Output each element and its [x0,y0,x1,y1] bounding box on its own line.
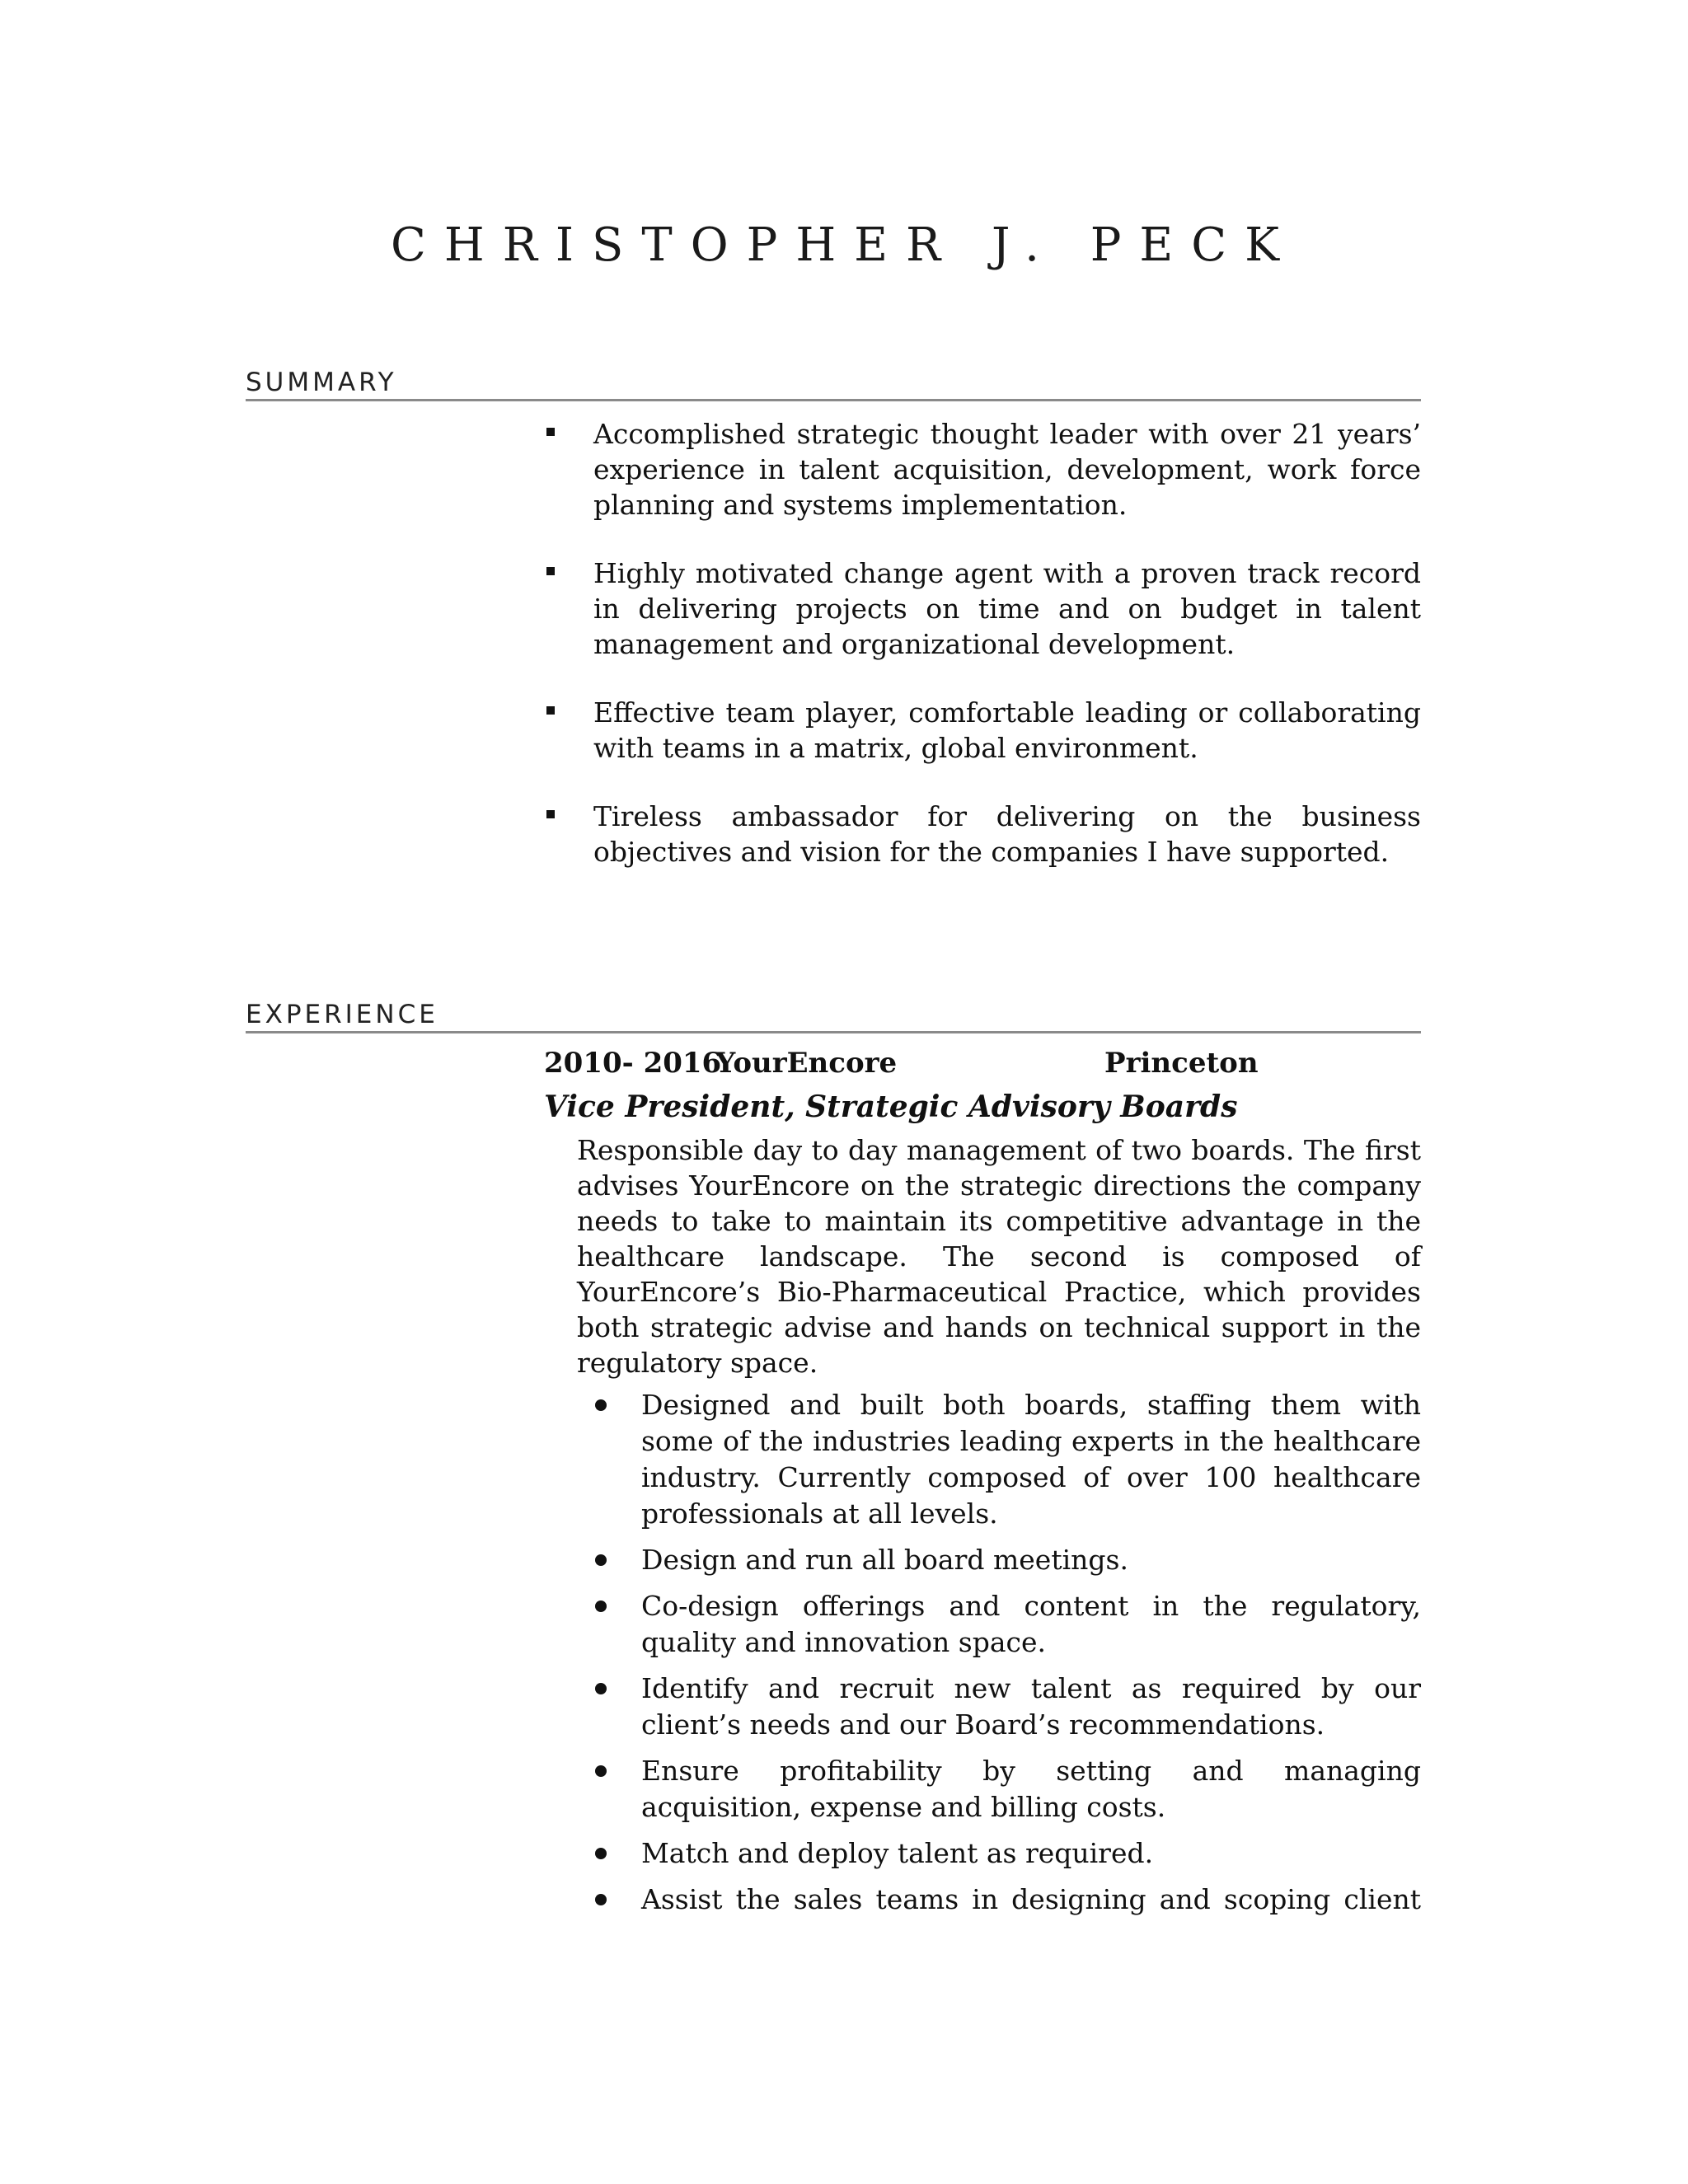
round-bullet-icon [595,1765,607,1777]
job-bullet [577,1671,1421,1743]
round-bullet-icon [595,1848,607,1859]
job-bullet [577,1835,1421,1872]
job-description: Responsible day to day management of two boards. The first advises YourEncore on the strategic directions the company needs to take to maintain its competitive advantage in the healthcare landscape. The second is composed of YourEncore’s Bio-Pharmaceutical Practice, which provides both strategic advise and hands on technical support in the regulatory space. [577,1134,1421,1379]
summary-item-text: Effective team player, comfortable leading or collaborating with teams in a matrix, global environment. [593,696,1421,764]
summary-item [544,799,1421,869]
summary-item-text: Accomplished strategic thought leader with over 21 years’ experience in talent acquisition, development, work force planning and systems implementation. [593,418,1421,521]
job-location: Princeton [1104,1047,1259,1080]
job-entry [544,1047,1421,1928]
job-bullet-text: Design and run all board meetings. [641,1544,1128,1576]
job-bullet [577,1882,1421,1918]
summary-item [544,555,1421,662]
job-bullet-text: Ensure profitability by setting and managing acquisition, expense and billing costs. [641,1755,1421,1823]
job-bullet [577,1588,1421,1661]
round-bullet-icon [595,1894,607,1905]
job-header [544,1047,1421,1083]
square-bullet-icon [546,428,555,436]
summary-heading: SUMMARY [246,368,1421,401]
job-bullet-text: Designed and built both boards, staffing them with some of the industries leading experts in the healthcare industry. Currently composed of over 100 healthcare professionals at all levels. [641,1389,1421,1530]
round-bullet-icon [595,1554,607,1566]
job-bullets [577,1387,1421,1918]
job-title: Vice President, Strategic Advisory Boards [544,1090,1238,1124]
experience-heading: EXPERIENCE [246,1000,1421,1033]
job-bullet-text: Assist the sales teams in designing and scoping client [641,1883,1421,1915]
resume-name: CHRISTOPHER J. PECK [391,218,1297,272]
summary-item [544,695,1421,766]
summary-item-text: Tireless ambassador for delivering on the business objectives and vision for the companies I have supported. [593,800,1421,868]
job-bullet-text: Identify and recruit new talent as required by our client’s needs and our Board’s recommendations. [641,1672,1421,1741]
round-bullet-icon [595,1601,607,1612]
job-bullet-text: Match and deploy talent as required. [641,1837,1154,1869]
square-bullet-icon [546,567,555,575]
summary-item [544,416,1421,523]
job-years: 2010- 2016 [544,1047,722,1080]
job-bullet [577,1753,1421,1825]
square-bullet-icon [546,706,555,715]
square-bullet-icon [546,810,555,818]
round-bullet-icon [595,1683,607,1694]
job-bullet-text: Co-design offerings and content in the regulatory, quality and innovation space. [641,1590,1421,1658]
round-bullet-icon [595,1399,607,1411]
summary-list [544,416,1421,902]
summary-item-text: Highly motivated change agent with a proven track record in delivering projects on time and on budget in talent management and organizational development. [593,557,1421,660]
job-bullet [577,1387,1421,1532]
job-company: YourEncore [715,1047,898,1080]
job-bullet [577,1542,1421,1578]
